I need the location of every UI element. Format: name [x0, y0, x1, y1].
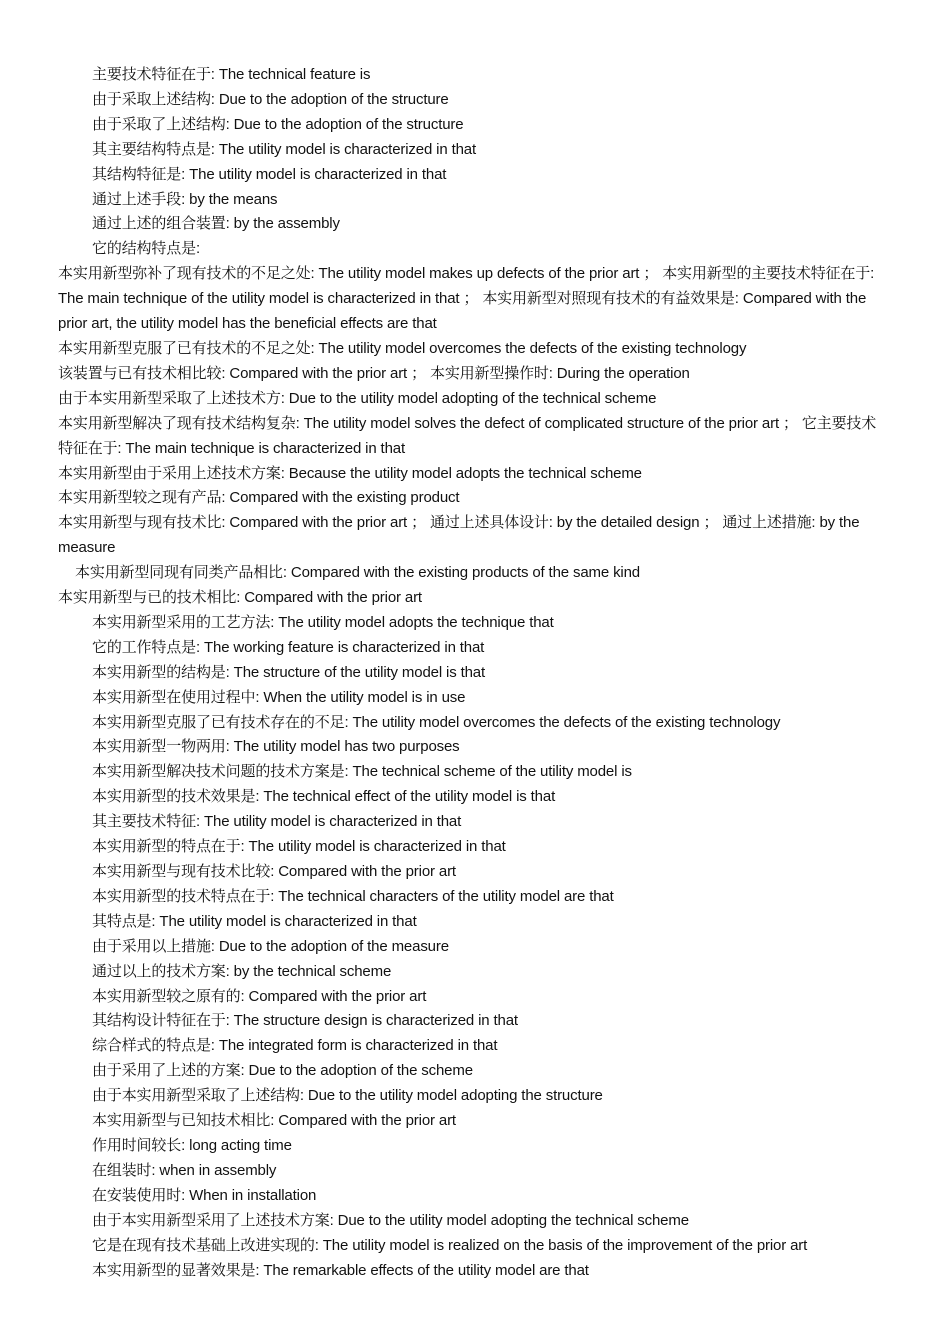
text-line: 本实用新型较之现有产品: Compared with the existing product: [58, 489, 460, 507]
text-line: 通过上述手段: by the means: [92, 190, 278, 208]
document-page: [58, 63, 890, 1283]
text-line: 本实用新型的技术效果是: The technical effect of the utility model is that: [92, 788, 556, 806]
text-line: 本实用新型由于采用上述技术方案: Because the utility model adopts the technical scheme: [58, 464, 642, 482]
text-line: 由于采取了上述结构: Due to the adoption of the structure: [92, 115, 464, 133]
text-line: 本实用新型采用的工艺方法: The utility model adopts the technique that: [92, 613, 554, 631]
text-line: 其主要结构特点是: The utility model is characterized in that: [92, 140, 476, 158]
text-line: 其结构设计特征在于: The structure design is characterized in that: [92, 1012, 518, 1030]
text-line: 本实用新型与现有技术比较: Compared with the prior art: [92, 863, 456, 880]
text-line: 本实用新型克服了已有技术存在的不足: The utility model overcomes the defects of the existing technology: [92, 713, 781, 731]
text-line: 本实用新型的技术特点在于: The technical characters of the utility model are that: [92, 887, 614, 905]
text-line: 由于采用了上述的方案: Due to the adoption of the scheme: [92, 1062, 473, 1080]
text-line: 本实用新型弥补了现有技术的不足之处: The utility model makes up defects of the prior art ； 本实用新型的主要技术特征在于: The main technique of the utility model is characterized in that ； 本实用新型对照现有技术的有益效果是: Compared with the prior art, the utility model has the beneficial effects are that: [58, 265, 875, 333]
text-line: 由于采取上述结构: Due to the adoption of the structure: [92, 90, 449, 108]
text-line: 本实用新型的显著效果是: The remarkable effects of the utility model are that: [92, 1261, 589, 1279]
text-line: 在安装使用时: When in installation: [92, 1186, 317, 1204]
text-line: 本实用新型在使用过程中: When the utility model is in use: [92, 688, 466, 706]
text-line: 通过以上的技术方案: by the technical scheme: [92, 962, 392, 980]
text-line: 本实用新型与已的技术相比: Compared with the prior art: [58, 589, 422, 607]
text-line: 主要技术特征在于: The technical feature is: [92, 66, 371, 83]
text-line: 本实用新型与现有技术比: Compared with the prior art ； 通过上述具体设计: by the detailed design ； 通过上述措施: by the measure: [58, 514, 860, 557]
text-line: 本实用新型较之原有的: Compared with the prior art: [92, 987, 427, 1005]
text-line: 本实用新型与已知技术相比: Compared with the prior art: [92, 1112, 456, 1130]
text-line: 由于本实用新型采取了上述技术方: Due to the utility model adopting of the technical scheme: [58, 389, 657, 407]
text-line: 它的工作特点是: The working feature is characterized in that: [92, 638, 485, 656]
text-line: 由于采用以上措施: Due to the adoption of the measure: [92, 937, 449, 955]
text-line: 其主要技术特征: The utility model is characterized in that: [92, 813, 462, 831]
text-line: 本实用新型解决技术问题的技术方案是: The technical scheme of the utility model is: [92, 763, 632, 781]
text-line: 由于本实用新型采取了上述结构: Due to the utility model adopting the structure: [92, 1087, 603, 1105]
text-line: 本实用新型的特点在于: The utility model is characterized in that: [92, 838, 506, 856]
text-line: 其结构特征是: The utility model is characterized in that: [92, 165, 447, 183]
text-line: 本实用新型一物两用: The utility model has two purposes: [92, 738, 460, 756]
text-line: 通过上述的组合装置: by the assembly: [92, 215, 340, 233]
text-line: 该装置与已有技术相比较: Compared with the prior art ； 本实用新型操作时: During the operation: [58, 364, 690, 382]
text-line: 本实用新型解决了现有技术结构复杂: The utility model solves the defect of complicated structure of the prior art ； 它主要技术特征在于: The main technique is characterized in that: [58, 414, 877, 457]
text-line: 综合样式的特点是: The integrated form is characterized in that: [92, 1037, 498, 1055]
text-line: 本实用新型克服了已有技术的不足之处: The utility model overcomes the defects of the existing technology: [58, 339, 747, 357]
text-line: 其特点是: The utility model is characterized in that: [92, 912, 417, 930]
text-line: 作用时间较长: long acting time: [92, 1136, 292, 1154]
text-line: 在组装时: when in assembly: [92, 1161, 277, 1179]
text-line: 本实用新型的结构是: The structure of the utility model is that: [92, 663, 486, 681]
text-line: 由于本实用新型采用了上述技术方案: Due to the utility model adopting the technical scheme: [92, 1211, 689, 1229]
text-line: 它的结构特点是:: [92, 240, 200, 258]
text-line: 它是在现有技术基础上改进实现的: The utility model is realized on the basis of the improvement of the prior art: [92, 1236, 808, 1254]
text-line: 本实用新型同现有同类产品相比: Compared with the existing products of the same kind: [75, 564, 640, 582]
